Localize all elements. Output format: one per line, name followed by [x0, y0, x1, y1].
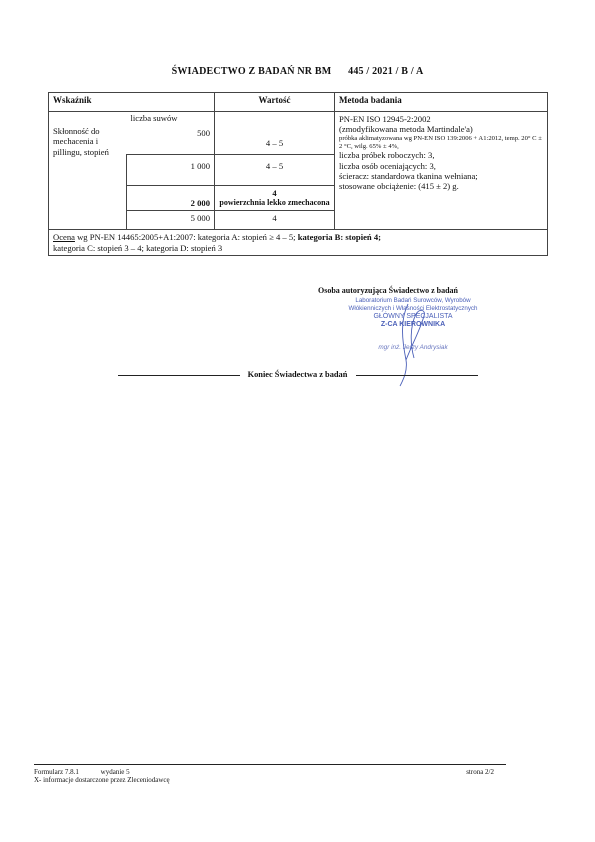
table-row: [49, 112, 548, 127]
footer-edition: wydanie 5: [100, 768, 130, 776]
assessment-text-1: wg PN-EN 14465:2005+A1:2007: kategoria A: stopień ≥ 4 – 5;: [74, 232, 298, 243]
stamp-line-4: Z-CA KIEROWNIKA: [380, 321, 446, 329]
cycles-1000: 1 000: [127, 155, 215, 186]
end-line-left: [118, 375, 240, 376]
value-5000: 4: [215, 211, 335, 230]
header-value: Wartość: [215, 93, 335, 112]
empty-value-cell: [215, 112, 335, 127]
method-standard: PN-EN ISO 12945-2:2002: [339, 114, 431, 124]
assessment-text-2: kategoria C: stopień 3 – 4; kategoria D: stopień 3: [53, 242, 223, 253]
header-method: Metoda badania: [335, 93, 548, 112]
indicator-name: [49, 112, 127, 230]
assessment-cell: [49, 230, 548, 256]
assessment-label: Ocena: [53, 232, 75, 243]
value-2000-main: 4: [272, 188, 277, 198]
footer-divider: [34, 764, 506, 765]
cycles-5000: 5 000: [127, 211, 215, 230]
method-assessors: liczba osób oceniających: 3,: [339, 160, 436, 171]
footer-page: strona 2/2: [466, 768, 494, 776]
cycles-500: 500: [127, 126, 215, 155]
footer-note: X- informacje dostarczone przez Zleceniodawcę: [34, 776, 170, 784]
assessment-row: [49, 230, 548, 256]
method-abradant: ścieracz: standardowa tkanina wełniana;: [339, 171, 478, 182]
end-line-right: [356, 375, 478, 376]
cycles-label: liczba suwów: [130, 113, 178, 123]
value-2000: [215, 186, 335, 211]
authorization-label: Osoba autoryzująca Świadectwo z badań: [318, 286, 459, 295]
stamp-signer: mgr inż. Jerzy Andrysiak: [378, 344, 448, 351]
document-number: 445 / 2021 / B / A: [348, 66, 424, 77]
assessment-category-b: kategoria B: stopień 4;: [297, 232, 381, 243]
method-cell: [335, 112, 548, 230]
stamp-line-1: Laboratorium Badań Surowców, Wyrobów: [355, 297, 471, 304]
method-standard-note: (zmodyfikowana metoda Martindale'a): [339, 124, 473, 135]
value-500: 4 – 5: [215, 126, 335, 155]
results-table: [48, 92, 548, 256]
indicator-name-text: Skłonność do mechacenia i pillingu, stopień: [53, 126, 109, 157]
method-load: stosowane obciążenie: (415 ± 2) g.: [339, 181, 459, 192]
cycles-2000: 2 000: [127, 186, 215, 211]
value-2000-note: powierzchnia lekko zmechacona: [219, 198, 330, 208]
cycles-label-cell: [127, 112, 215, 127]
footer: [34, 768, 494, 784]
value-1000: 4 – 5: [215, 155, 335, 186]
method-conditioning: próbka aklimatyzowana wg PN-EN ISO 139:2006 + A1:2012, temp. 20° C ± 2 °C, wilg. 65% ± 4%,: [339, 134, 542, 150]
table-header-row: [49, 93, 548, 112]
document-title-text: ŚWIADECTWO Z BADAŃ NR BM: [171, 66, 332, 77]
stamp-line-3: GŁÓWNY SPECJALISTA: [373, 312, 453, 320]
end-text: Koniec Świadectwa z badań: [247, 370, 348, 379]
header-indicator: Wskaźnik: [49, 93, 215, 112]
document-title: [0, 66, 595, 77]
footer-form: Formularz 7.8.1: [34, 768, 79, 776]
method-samples: liczba próbek roboczych: 3,: [339, 150, 435, 161]
end-of-certificate: [0, 370, 595, 379]
stamp-line-2: Włókienniczych i Własności Elektrostatycznych: [348, 304, 478, 312]
